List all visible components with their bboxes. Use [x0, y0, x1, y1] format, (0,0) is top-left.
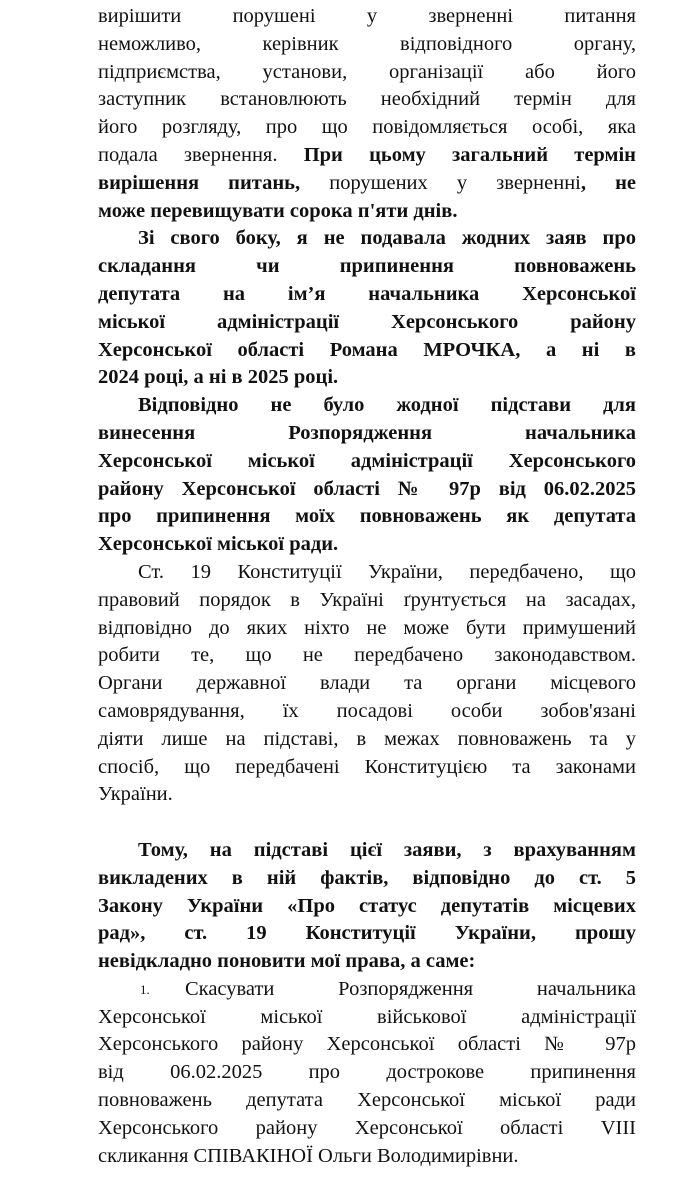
text-segment: вирішення питань,: [98, 171, 301, 194]
text-line: [98, 448, 636, 476]
text-line: [98, 142, 636, 170]
text-segment: про припинення моїх повноважень як депутата: [98, 505, 636, 528]
text-segment: При цьому загальний термін: [303, 143, 636, 166]
text-segment: Закону України «Про статус депутатів місцевих: [98, 894, 636, 917]
text-line: [98, 587, 636, 615]
text-line: [98, 559, 636, 587]
text-line: [98, 198, 636, 226]
text-segment: підприємства, установи, організації або його: [98, 60, 636, 83]
text-line: [98, 86, 636, 114]
text-segment: винесення Розпорядження начальника: [98, 421, 636, 444]
text-segment: може перевищувати сорока п'яти днів.: [98, 199, 458, 222]
paragraph: [98, 3, 636, 225]
text-line: [98, 865, 636, 893]
text-line: [98, 281, 636, 309]
text-line: [98, 31, 636, 59]
blank-line: [98, 809, 636, 837]
text-segment: Херсонської області Романа МРОЧКА, а ні в: [98, 338, 636, 361]
text-segment: порушених у зверненні: [300, 171, 581, 194]
text-segment: викладених в ній фактів, відповідно до ст. 5: [98, 866, 636, 889]
list-line: [98, 976, 636, 1004]
text-line: [98, 420, 636, 448]
text-line: [98, 392, 636, 420]
list-text: Херсонського району Херсонської області VIII: [98, 1116, 636, 1139]
text-segment: Відповідно не було жодної підстави для: [138, 394, 636, 417]
numbered-list-item: [98, 976, 636, 1171]
text-line: [98, 59, 636, 87]
text-line: [98, 642, 636, 670]
text-line: [98, 503, 636, 531]
list-text: скликання СПІВАКІНОЇ Ольги Володимирівни.: [98, 1144, 519, 1167]
text-line: [98, 781, 636, 809]
text-line: [98, 364, 636, 392]
text-segment: Херсонської міської ради.: [98, 533, 339, 556]
text-line: [98, 476, 636, 504]
text-segment: невідкладно поновити мої права, а саме:: [98, 950, 476, 973]
text-line: [98, 3, 636, 31]
text-segment: подала звернення.: [98, 143, 304, 166]
paragraph: [98, 559, 636, 809]
text-segment: 2024 році, а ні в 2025 році.: [98, 366, 339, 389]
text-line: [98, 309, 636, 337]
text-line: [98, 337, 636, 365]
text-segment: Зі свого боку, я не подавала жодних заяв про: [138, 227, 636, 250]
list-text: Херсонської міської військової адміністрації: [98, 1005, 636, 1028]
text-line: [98, 893, 636, 921]
list-line: [98, 1087, 636, 1115]
text-segment: заступник встановлюють необхідний термін для: [98, 88, 636, 111]
text-segment: рад», ст. 19 Конституції України, прошу: [98, 922, 636, 945]
text-segment: Органи державної влади та органи місцевого: [98, 672, 636, 695]
text-line: [98, 698, 636, 726]
list-line: [98, 1115, 636, 1143]
text-segment: вирішити порушені у зверненні питання: [98, 5, 636, 27]
text-line: [98, 225, 636, 253]
text-segment: депутата на ім’я начальника Херсонської: [98, 282, 636, 305]
text-line: [98, 114, 636, 142]
text-line: [98, 670, 636, 698]
text-line: [98, 837, 636, 865]
list-line: [98, 1143, 636, 1171]
text-segment: самоврядування, їх посадові особи зобов'язані: [98, 699, 636, 722]
list-line: [98, 1031, 636, 1059]
text-segment: його розгляду, про що повідомляється особі, яка: [98, 116, 636, 139]
text-segment: , не: [580, 171, 636, 194]
text-line: [98, 754, 636, 782]
text-segment: України.: [98, 783, 173, 806]
text-line: [98, 920, 636, 948]
text-segment: Ст. 19 Конституції України, передбачено, що: [138, 560, 636, 583]
list-line: [98, 1004, 636, 1032]
text-line: [98, 531, 636, 559]
list-text: від 06.02.2025 про дострокове припинення: [98, 1061, 636, 1084]
text-segment: складання чи припинення повноважень: [98, 255, 636, 278]
document-page: [98, 3, 636, 1170]
text-segment: неможливо, керівник відповідного органу,: [98, 32, 636, 55]
text-segment: спосіб, що передбачені Конституцією та законами: [98, 755, 636, 778]
text-segment: правовий порядок в Україні ґрунтується на засадах,: [98, 588, 636, 611]
text-segment: міської адміністрації Херсонського району: [98, 310, 636, 333]
paragraph: [98, 225, 636, 392]
list-number: 1.: [140, 981, 150, 997]
text-line: [98, 726, 636, 754]
list-text: Херсонського району Херсонської області № 97р: [98, 1033, 636, 1056]
list-line: [98, 1059, 636, 1087]
text-segment: району Херсонської області № 97р від 06.02.2025: [98, 477, 636, 500]
text-segment: відповідно до яких ніхто не може бути примушений: [98, 616, 636, 639]
text-line: [98, 170, 636, 198]
list-text: повноважень депутата Херсонської міської ради: [98, 1089, 636, 1112]
paragraph: [98, 837, 636, 976]
paragraph: [98, 392, 636, 559]
text-line: [98, 948, 636, 976]
text-segment: Херсонської міської адміністрації Херсонського: [98, 449, 636, 472]
text-line: [98, 253, 636, 281]
text-segment: робити те, що не передбачено законодавством.: [98, 644, 636, 667]
list-text: Скасувати Розпорядження начальника: [185, 977, 636, 1000]
text-segment: Тому, на підставі цієї заяви, з врахуванням: [138, 838, 636, 861]
text-segment: діяти лише на підставі, в межах повноважень та у: [98, 727, 636, 750]
text-line: [98, 615, 636, 643]
